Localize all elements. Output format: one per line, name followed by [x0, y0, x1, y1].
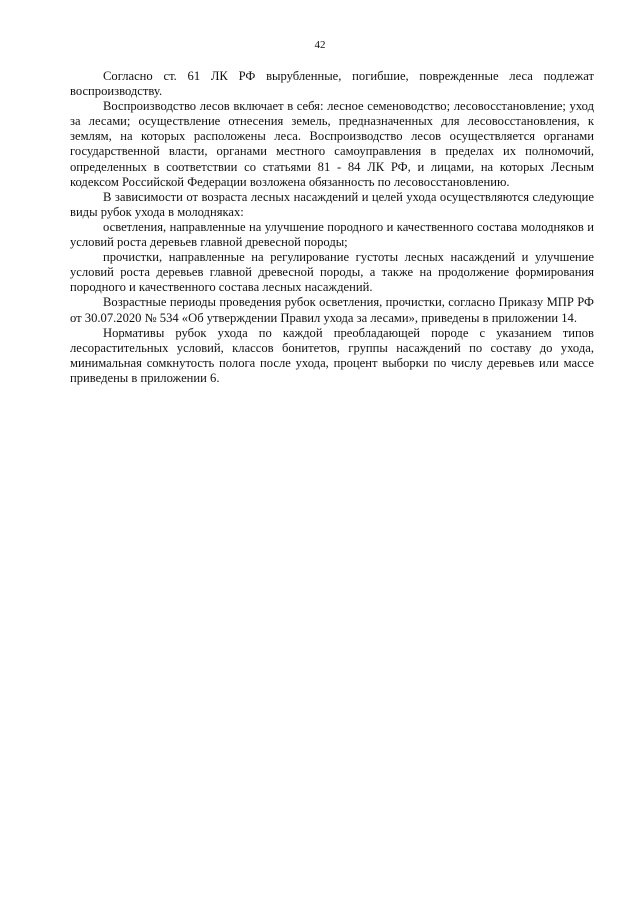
paragraph-reproduction-definition: Воспроизводство лесов включает в себя: лесное семеноводство; лесовосстановление; уход за лесами; осуществление отнесения земель, предназначенных для лесовосстановления, к землям, на которых расположены леса. Воспроизводство лесов осуществляется органами государственной власти, органами местного самоуправления в пределах их полномочий, определенных в соответствии со статьями 81 - 84 ЛК РФ, и лицами, на которых Лесным кодексом Российской Федерации возложена обязанность по лесовосстановлению. — [70, 99, 594, 189]
paragraph-cleaning-cuttings: осветления, направленные на улучшение породного и качественного состава молодняков и условий роста деревьев главной древесной породы; — [70, 219, 594, 250]
document-body — [70, 69, 594, 386]
paragraph-thinning-cuttings: прочистки, направленные на регулирование густоты лесных насаждений и улучшение условий роста деревьев главной древесной породы, а также на продолжение формирования породного и качественного состава лесных насаждений. — [70, 250, 594, 295]
page-number: 42 — [314, 39, 326, 51]
paragraph-standards: Нормативы рубок ухода по каждой преобладающей породе с указанием типов лесорастительных условий, классов бонитетов, группы насаждений по составу до ухода, минимальная сомкнутость полога после ухода, процент выборки по числу деревьев или массе приведены в приложении 6. — [70, 325, 594, 385]
paragraph-reproduction-requirement: Согласно ст. 61 ЛК РФ вырубленные, погибшие, поврежденные леса подлежат воспроизводству. — [70, 69, 594, 99]
paragraph-thinning-types-intro: В зависимости от возраста лесных насаждений и целей ухода осуществляются следующие виды рубок ухода в молодняках: — [70, 189, 594, 219]
paragraph-age-periods: Возрастные периоды проведения рубок осветления, прочистки, согласно Приказу МПР РФ от 30.07.2020 № 534 «Об утверждении Правил ухода за лесами», приведены в приложении 14. — [70, 295, 594, 325]
